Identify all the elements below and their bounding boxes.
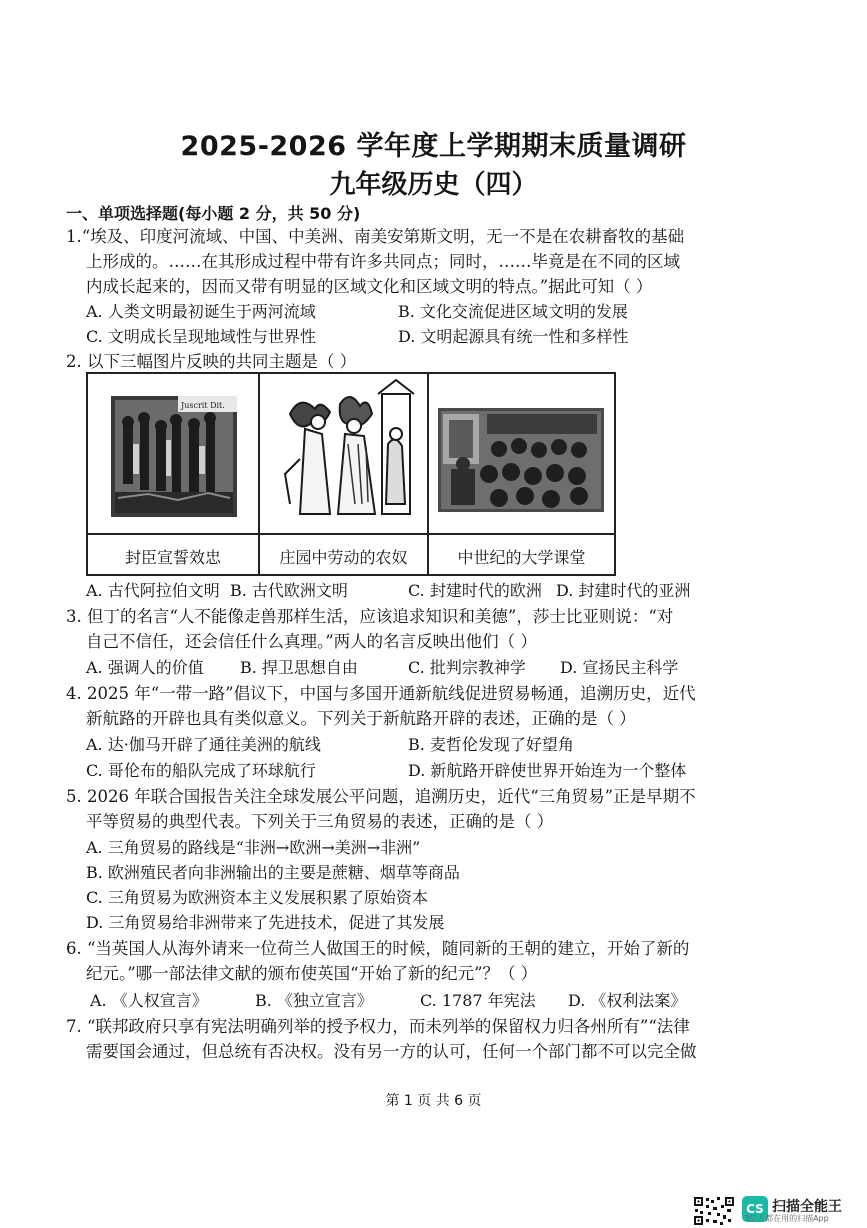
q1-line-2: 上形成的。……在其形成过程中带有许多共同点；同时，……毕竟是在不同的区域 [86,252,680,271]
q3-option-d: D. 宣扬民主科学 [560,658,679,677]
q6-option-c: C. 1787 年宪法 [420,991,536,1010]
scanner-tagline: 3亿人都在用的扫描App [744,1214,829,1223]
q3-line-2: 自己不信任，还会信任什么真理。”两人的名言反映出他们（ ） [86,632,537,651]
q1-option-c: C. 文明成长呈现地域性与世界性 [86,327,316,346]
q2-option-b: B. 古代欧洲文明 [230,581,348,600]
exam-subtitle: 九年级历史（四） [329,170,538,200]
scanner-app-name: 扫描全能王 [772,1199,842,1215]
q3-option-b: B. 捍卫思想自由 [240,658,358,677]
q2-option-d: D. 封建时代的亚洲 [556,581,691,600]
section-heading: 一、单项选择题(每小题 2 分，共 50 分) [66,204,361,223]
caption-vassal-oath: 封臣宣誓效忠 [124,548,221,567]
q5-option-a: A. 三角贸易的路线是“非洲→欧洲→美洲→非洲” [86,838,421,857]
caption-row-3 [429,533,614,574]
qr-code-icon [693,1196,735,1226]
picture-table [86,372,616,576]
picture-cell-vassal-oath [88,374,260,574]
q5-option-d: D. 三角贸易给非洲带来了先进技术，促进了其发展 [86,913,445,932]
q5-option-c: C. 三角贸易为欧洲资本主义发展积累了原始资本 [86,888,428,907]
q3-option-a: A. 强调人的价值 [86,658,204,677]
university-classroom-image [429,374,612,533]
q6-option-a: A. 《人权宣言》 [90,991,208,1010]
q1-option-b: B. 文化交流促进区域文明的发展 [398,302,628,321]
q4-line-2: 新航路的开辟也具有类似意义。下列关于新航路开辟的表述，正确的是（ ） [86,709,636,728]
q7-line-1: 7. “联邦政府只享有宪法明确列举的授予权力，而未列举的保留权力归各州所有”“法律 [66,1017,690,1036]
caption-university: 中世纪的大学课堂 [457,548,586,567]
q4-line-1: 4. 2025 年“一带一路”倡议下，中国与多国开通新航线促进贸易畅通，追溯历史，近代 [66,684,696,703]
q2-option-c: C. 封建时代的欧洲 [408,581,542,600]
q7-line-2: 需要国会通过，但总统有否决权。没有另一方的认可，任何一个部门都不可以完全做 [86,1042,697,1061]
q2-stem: 2. 以下三幅图片反映的共同主题是（ ） [66,352,357,371]
q3-line-1: 3. 但丁的名言“人不能像走兽那样生活，应该追求知识和美德”，莎士比亚则说：“对 [66,607,674,626]
q6-line-1: 6. “当英国人从海外请来一位荷兰人做国王的时候，随同新的王朝的建立，开始了新的 [66,939,690,958]
q4-option-a: A. 达·伽马开辟了通往美洲的航线 [86,735,321,754]
q4-option-b: B. 麦哲伦发现了好望角 [408,735,574,754]
page-number: 第 1 页 共 6 页 [385,1093,482,1109]
caption-row-2 [260,533,427,574]
caption-serf-labor: 庄园中劳动的农奴 [279,548,408,567]
q6-line-2: 纪元。”哪一部法律文献的颁布使英国“开始了新的纪元”？（ ） [86,964,538,983]
q1-option-a: A. 人类文明最初诞生于两河流域 [86,302,316,321]
vassal-oath-image [88,374,256,533]
q5-line-1: 5. 2026 年联合国报告关注全球发展公平问题，追溯历史，近代“三角贸易”正是早期不 [66,787,696,806]
picture-cell-serf-labor [260,374,429,574]
q1-line-1: 1.“埃及、印度河流域、中国、中美洲、南美安第斯文明，无一不是在农耕畜牧的基础 [66,227,685,246]
caption-row-1 [88,533,258,574]
exam-title: 2025-2026 学年度上学期期末质量调研 [180,131,687,162]
q4-option-d: D. 新航路开辟使世界开始连为一个整体 [408,761,687,780]
q5-option-b: B. 欧洲殖民者向非洲输出的主要是蔗糖、烟草等商品 [86,863,460,882]
inscription-text: Juscrit Dit. [181,401,225,410]
serf-labor-image [260,374,427,533]
q5-line-2: 平等贸易的典型代表。下列关于三角贸易的表述，正确的是（ ） [86,812,554,831]
q1-line-3: 内成长起来的，因而又带有明显的区域文化和区域文明的特点。”据此可知（ ） [86,277,653,296]
q6-option-b: B. 《独立宣言》 [255,991,373,1010]
q4-option-c: C. 哥伦布的船队完成了环球航行 [86,761,316,780]
q2-option-a: A. 古代阿拉伯文明 [86,581,220,600]
q3-option-c: C. 批判宗教神学 [408,658,526,677]
q1-option-d: D. 文明起源具有统一性和多样性 [398,327,629,346]
q6-option-d: D. 《权利法案》 [568,991,687,1010]
camscanner-logo-icon: CS [742,1196,768,1222]
picture-cell-university [429,374,614,574]
